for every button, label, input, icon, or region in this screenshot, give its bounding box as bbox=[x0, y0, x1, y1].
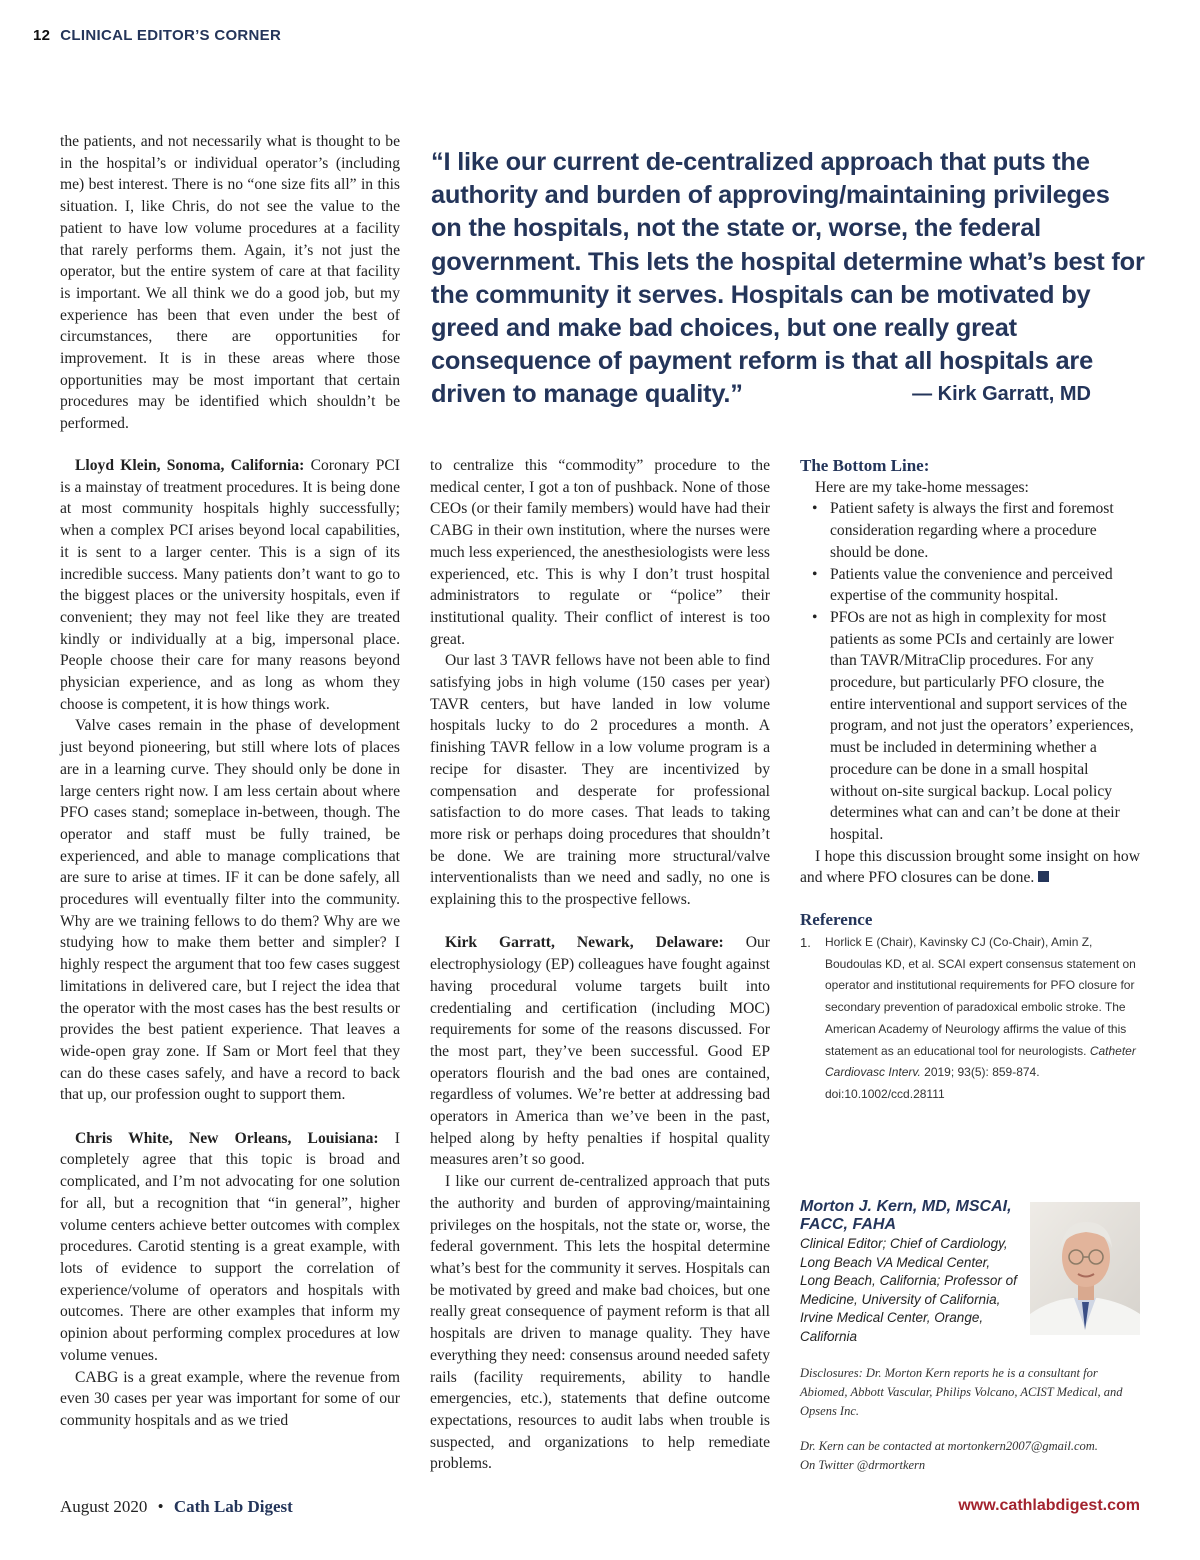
col2-paragraph-2: Our last 3 TAVR fellows have not been able to find satisfying jobs in high volume (150 cases per year) TAVR centers, but have landed in low volume hospitals lucky to do 2 procedures a month. A finishing TAVR fellow in a low volume program is a recipe for disaster. They are incentivized by compensation and desperate for professional satisfaction to do more cases. That leads to taking more risk or perhaps doing procedures that shouldn’t be done. We are training more structural/valve interventionalists than we need and sadly, no one is explaining this to the prospective fellows. bbox=[430, 652, 770, 909]
author-title: Clinical Editor; Chief of Cardiology, Long Beach VA Medical Center, Long Beach, California; Professor of Medicine, University of California, Irvine Medical Center, Orange, California bbox=[800, 1236, 1017, 1344]
footer-separator: • bbox=[157, 1497, 164, 1516]
end-mark-icon bbox=[1038, 871, 1049, 882]
running-head bbox=[33, 27, 281, 44]
reference-number: 1. bbox=[800, 935, 811, 950]
bottom-line-intro: Here are my take-home messages: bbox=[815, 478, 1029, 496]
bottom-line-section bbox=[800, 455, 1140, 889]
author-name: Morton J. Kern, MD, MSCAI, FACC, FAHA bbox=[800, 1198, 1012, 1233]
page-number: 12 bbox=[33, 27, 51, 44]
garratt-paragraph-1 bbox=[430, 932, 770, 1171]
website-link[interactable]: www.cathlabdigest.com bbox=[958, 1497, 1140, 1514]
white-paragraph-1 bbox=[60, 1128, 400, 1367]
contact-info bbox=[800, 1437, 1145, 1475]
speaker-klein: Lloyd Klein, Sonoma, California: bbox=[75, 457, 305, 474]
column-1 bbox=[60, 455, 400, 1432]
white-paragraph-2: CABG is a great example, where the revenue from even 30 cases per year was important for some of our community hospitals and as we tried bbox=[60, 1368, 400, 1429]
contact-email: Dr. Kern can be contacted at mortonkern2007@gmail.com. bbox=[800, 1439, 1098, 1453]
pull-quote: “I like our current de-centralized approach that puts the authority and burden of approving/maintaining privileges on the hospitals, not the state or, worse, the federal government. This lets the hospital determine what’s best for the community it serves. Hospitals can be motivated by greed and make bad choices, but one really great consequence of payment reform is that all hospitals are driven to manage quality.” bbox=[431, 148, 1145, 409]
speaker-garratt: Kirk Garratt, Newark, Delaware: bbox=[445, 934, 724, 952]
bottom-line-heading: The Bottom Line: bbox=[800, 456, 930, 475]
column-2 bbox=[430, 455, 770, 1475]
white-text-1: I completely agree that this topic is broad and complicated, and I’m not advocating for one solution for all, but a recognition that “in general”, higher volume centers achieve better outcomes with complex procedures. Carotid stenting is a great example, with lots of evidence to support the correlation of experience/volume of operators and hospitals with outcomes. There are other examples that inform my opinion about performing complex procedures at low volume venues. bbox=[60, 1129, 400, 1364]
list-item: • PFOs are not as high in complexity for most patients as some PCIs and certainly are lower than TAVR/MitraClip procedures. For any procedure, but particularly PFO closure, the entire interventional and support services of the program, and not just the operators’ experiences, must be included in determining whether a procedure can be done in a small hospital without on-site surgical backup. Local policy determines what can and can’t be done at their hospital. bbox=[800, 607, 1140, 846]
reference-citation: 2019; 93(5): 859-874. doi:10.1002/ccd.28111 bbox=[825, 1065, 1040, 1101]
speaker-white: Chris White, New Orleans, Louisiana: bbox=[75, 1129, 379, 1147]
pull-quote-attribution: — Kirk Garratt, MD bbox=[912, 383, 1091, 405]
reference-journal: Catheter Cardiovasc Interv. bbox=[825, 1043, 1136, 1080]
column-1-top bbox=[60, 131, 400, 435]
footer-left bbox=[60, 1497, 293, 1517]
garratt-paragraph-2: I like our current de-centralized approach that puts the authority and burden of approving/maintaining privileges on the hospitals, not the state or, worse, the federal government. This lets the hospital determine what’s best for the community it serves. Hospitals can be motivated by greed and make bad choices, but one really great consequence of payment reform is that all hospitals are driven to manage quality. They have everything they need: consensus around needed safety rails (facility requirements, ability to handle emergencies, etc.), statements that define outcome expectations, resources to audit labs when trouble is suspected, and organizations to help remediate problems. bbox=[430, 1173, 770, 1473]
body-paragraph: the patients, and not necessarily what is thought to be in the hospital’s or individual operator’s (including me) best interest. There is no “one size fits all” in this situation. I, like Chris, do not see the value to the patient to have low volume procedures at a facility that rarely performs them. Again, it’s not just the operator, but the entire system of care at that facility is important. We all think we do a good job, but my experience has been that even under the best of circumstances, there are opportunities for improvement. It is in these areas where those opportunities may be most important that certain procedures may be identified which shouldn’t be performed. bbox=[60, 133, 400, 433]
garratt-text-1: Our electrophysiology (EP) colleagues have fought against having procedural volume targets built into credentialing and certification (including MOC) requirements for some of the reasons discussed. For the most part, they’ve been successful. Good EP operators flourish and the bad ones are contained, regardless of volumes. We’re better at addressing bad operators in America than we’ve been in the past, helped along by hefty penalties if hospital quality measures aren’t so good. bbox=[430, 934, 770, 1169]
take-home-list bbox=[800, 498, 1140, 845]
disclosures: Disclosures: Dr. Morton Kern reports he is a consultant for Abiomed, Abbott Vascular, Philips Volcano, ACIST Medical, and Opsens Inc. bbox=[800, 1366, 1123, 1418]
reference-section bbox=[800, 910, 1140, 1106]
issue-date: August 2020 bbox=[60, 1497, 148, 1516]
list-item: • Patients value the convenience and perceived expertise of the community hospital. bbox=[800, 564, 1140, 607]
col2-paragraph-1: to centralize this “commodity” procedure to the medical center, I got a ton of pushback. None of those CEOs (or their family members) would have had their CABG in their own institution, where the nurses were much less experienced, the anesthesiologists were less experienced, etc. This is why I don’t trust hospital administrators to regulate or “police” their institutional quality. Their conflict of interest is too great. bbox=[430, 457, 770, 648]
reference-item bbox=[800, 932, 1140, 1106]
portrait-illustration bbox=[1030, 1202, 1140, 1335]
list-item: • Patient safety is always the first and foremost consideration regarding where a procedure should be done. bbox=[800, 498, 1140, 563]
bottom-line-closing bbox=[800, 846, 1140, 889]
author-photo bbox=[1030, 1202, 1140, 1335]
reference-heading: Reference bbox=[800, 910, 873, 929]
author-bio bbox=[800, 1198, 1020, 1346]
contact-twitter: On Twitter @drmortkern bbox=[800, 1458, 926, 1472]
reference-text: Horlick E (Chair), Kavinsky CJ (Co-Chair), Amin Z, Boudoulas KD, et al. SCAI expert consensus statement on operator and institutional requirements for PFO closure for secondary prevention of paradoxical embolic stroke. The American Academy of Neurology affirms the value of this statement as an educational tool for neurologists. bbox=[825, 935, 1136, 1058]
klein-paragraph-1 bbox=[60, 455, 400, 715]
klein-paragraph-2: Valve cases remain in the phase of development just beyond pioneering, but still where lots of places are in a learning curve. They should only be done in large centers right now. I am less certain about where PFO cases stand; someplace in-between, though. The operator and staff must be fully trained, be experienced, and able to manage complications that are sure to arise at times. IF it can be done safely, all procedures will eventually filter into the community. Why are we training fellows to do them? Why are we studying how to make them better and simpler? I highly respect the argument that too few cases suggest limitations in delivered care, but I reject the idea that the operator with the most cases has the best results or provides the best patient experience. That leaves a wide-open gray zone. If Sam or Mort feel that they can do these cases safely, and have a record to back that up, our profession ought to support them. bbox=[60, 717, 400, 1104]
klein-text-1: Coronary PCI is a mainstay of treatment procedures. It is being done at most community hospitals highly successfully; when a complex PCI arises beyond local capabilities, it is sent to a larger center. This is a sign of its incredible success. Many patients don’t want to go to the biggest places or the university hospitals, even if convenient; they may not feel like they are treated kindly or individually at a big, impersonal place. People choose their care for many reasons beyond physician experience, and as long as whom they choose is competent, it is how things work. bbox=[60, 457, 400, 713]
closing-text: I hope this discussion brought some insight on how and where PFO closures can be done. bbox=[800, 847, 1140, 887]
section-title: CLINICAL EDITOR’S CORNER bbox=[60, 27, 282, 44]
publication-name: Cath Lab Digest bbox=[173, 1497, 293, 1516]
